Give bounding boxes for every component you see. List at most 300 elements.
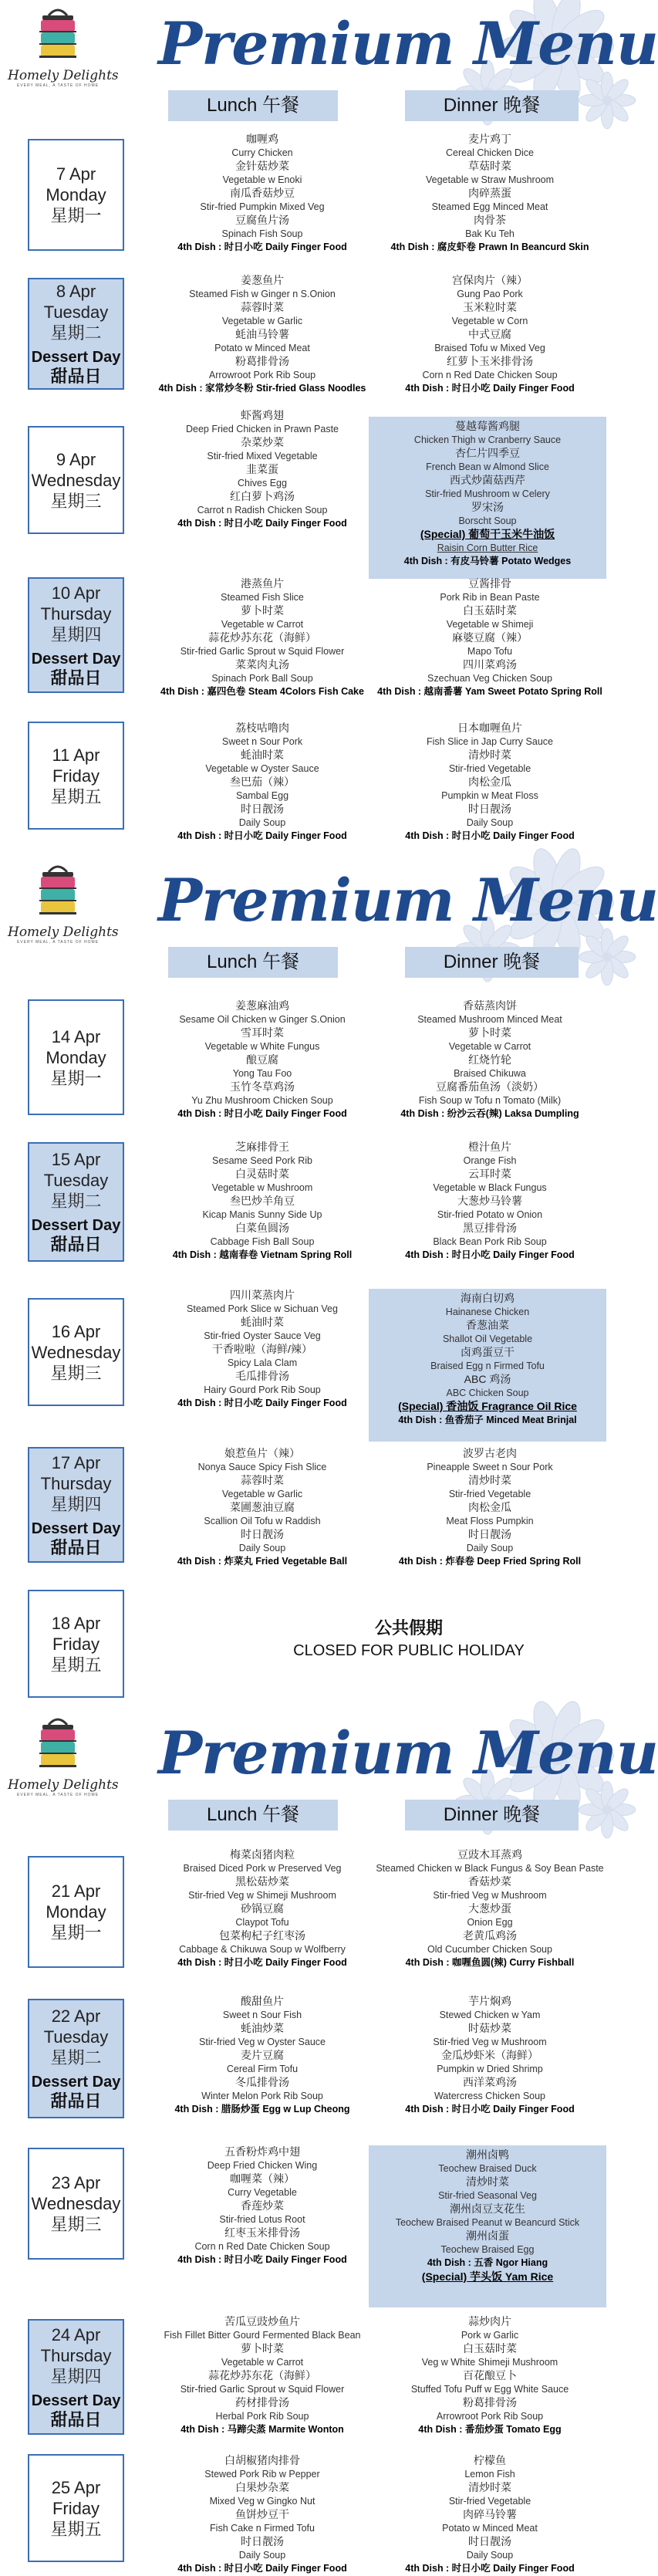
dinner-menu-line: 清炒时菜 bbox=[468, 2481, 511, 2493]
lunch-menu-line: 蒜蓉时菜 bbox=[241, 301, 284, 313]
day-date: 17 Apr bbox=[51, 1452, 101, 1472]
week-section bbox=[0, 0, 658, 849]
dinner-menu-line: 潮州卤豆支花生 bbox=[450, 2202, 525, 2215]
lunch-menu-line: Fish Cake n Firmed Tofu bbox=[210, 2522, 315, 2534]
dessert-day-badge bbox=[32, 348, 121, 387]
lunch-menu-line: 白果炒杂菜 bbox=[235, 2481, 289, 2493]
dinner-menu-line: 香菇炒菜 bbox=[468, 1875, 511, 1888]
lunch-menu-line: Spinach Pork Ball Soup bbox=[211, 672, 313, 684]
day-weekday-zh: 星期五 bbox=[50, 786, 102, 806]
day-weekday-zh: 星期一 bbox=[50, 1068, 102, 1088]
dinner-menu-line: 萝卜时菜 bbox=[468, 1026, 511, 1039]
day-weekday: Monday bbox=[46, 1902, 106, 1922]
day-weekday-zh: 星期四 bbox=[50, 624, 102, 644]
dinner-menu-line: Stir-fried Veg w Mushroom bbox=[433, 1889, 547, 1901]
lunch-menu-line: 4th Dish : 时日小吃 Daily Finger Food bbox=[177, 2254, 347, 2265]
lunch-column-header: Lunch 午餐 bbox=[168, 947, 338, 978]
day-weekday-zh: 星期三 bbox=[50, 2215, 102, 2234]
lunch-menu-line: Spinach Fish Soup bbox=[221, 228, 303, 239]
day-label-box bbox=[28, 2319, 124, 2435]
dinner-menu-line: 香菇蒸肉饼 bbox=[463, 999, 517, 1012]
lunch-menu-line: 时日靓汤 bbox=[241, 1528, 284, 1540]
dinner-menu-line: 肉碎蒸蛋 bbox=[468, 187, 511, 199]
dessert-day-badge bbox=[32, 1520, 121, 1558]
dinner-menu-line: 4th Dish : 咖喱鱼圆(辣) Curry Fishball bbox=[405, 1957, 575, 1968]
day-weekday: Thursday bbox=[40, 1473, 112, 1493]
dessert-day-badge bbox=[32, 650, 121, 688]
dinner-menu-line: 大葱炒马铃薯 bbox=[457, 1195, 522, 1207]
dinner-menu-line: 大葱炒蛋 bbox=[468, 1902, 511, 1915]
dinner-menu-line: 西式炒菌菇西芹 bbox=[450, 474, 525, 486]
lunch-column-header: Lunch 午餐 bbox=[168, 90, 338, 121]
lunch-menu-line: 包菜枸杞子红枣汤 bbox=[219, 1929, 305, 1942]
dinner-menu-line: Stir-fried Mushroom w Celery bbox=[425, 488, 550, 499]
lunch-menu-line: 雪耳时菜 bbox=[241, 1026, 284, 1039]
lunch-menu-line: Sesame Seed Pork Rib bbox=[212, 1154, 312, 1166]
dinner-menu-line: Stuffed Tofu Puff w Egg White Sauce bbox=[410, 2383, 569, 2395]
dinner-menu-line: Mapo Tofu bbox=[467, 645, 513, 657]
lunch-menu-line: Curry Chicken bbox=[231, 147, 293, 158]
dessert-day-en: Dessert Day bbox=[31, 349, 121, 366]
dinner-menu-line: Teochew Braised Duck bbox=[438, 2162, 537, 2174]
dinner-menu-line: 四川菜鸡汤 bbox=[463, 658, 517, 671]
dinner-menu-line: Daily Soup bbox=[466, 1542, 514, 1553]
dinner-menu bbox=[369, 417, 606, 579]
dinner-menu-line: Stir-fried Vegetable bbox=[448, 1488, 531, 1499]
dinner-menu-line: 4th Dish : 腐皮虾卷 Prawn In Beancurd Skin bbox=[390, 242, 589, 252]
page-title: Premium Menu bbox=[158, 1719, 658, 1787]
day-date: 11 Apr bbox=[52, 745, 100, 765]
lunch-menu-line: Stir-fried Pumpkin Mixed Veg bbox=[200, 201, 325, 212]
dinner-menu-line: 海南白切鸡 bbox=[461, 1292, 515, 1304]
dinner-menu-line: Braised Chikuwa bbox=[454, 1067, 526, 1079]
lunch-menu-line: 药材排骨汤 bbox=[235, 2396, 289, 2409]
lunch-menu-line: 酸甜鱼片 bbox=[241, 1995, 284, 2007]
lunch-menu-line: Vegetable w Carrot bbox=[221, 618, 304, 630]
lunch-menu-line: Hairy Gourd Pork Rib Soup bbox=[204, 1384, 321, 1395]
dinner-menu-line: Vegetable w Corn bbox=[451, 315, 528, 326]
dinner-menu-line: Orange Fish bbox=[463, 1154, 517, 1166]
dinner-menu-line: Onion Egg bbox=[467, 1916, 513, 1928]
lunch-menu-line: 4th Dish : 时日小吃 Daily Finger Food bbox=[177, 1398, 347, 1408]
lunch-menu-line: Herbal Pork Rib Soup bbox=[215, 2410, 309, 2422]
lunch-menu-line: 4th Dish : 时日小吃 Daily Finger Food bbox=[177, 1108, 347, 1119]
dinner-menu-line: 4th Dish : 时日小吃 Daily Finger Food bbox=[405, 2104, 575, 2115]
day-label-box bbox=[28, 2148, 124, 2260]
dinner-menu-line: Stewed Chicken w Yam bbox=[439, 2009, 541, 2020]
brand-logo bbox=[8, 861, 119, 954]
dinner-menu-line: 白玉菇时菜 bbox=[463, 2342, 517, 2355]
dessert-day-en: Dessert Day bbox=[31, 1217, 121, 1234]
lunch-menu-line: Steamed Fish w Ginger n S.Onion bbox=[189, 288, 336, 299]
day-label-box bbox=[28, 278, 124, 390]
holiday-en: CLOSED FOR PUBLIC HOLIDAY bbox=[293, 1642, 525, 1659]
dinner-menu-line: 4th Dish : 有皮马铃薯 Potato Wedges bbox=[403, 556, 572, 566]
day-weekday: Friday bbox=[52, 1634, 100, 1654]
dinner-menu-line: 肉松金瓜 bbox=[468, 1501, 511, 1513]
lunch-menu-line: Sambal Egg bbox=[235, 789, 289, 801]
dinner-menu-line: 4th Dish : 鱼香茄子 Minced Meat Brinjal bbox=[398, 1414, 577, 1425]
lunch-menu-line: Deep Fried Chicken in Prawn Paste bbox=[185, 423, 339, 434]
dinner-menu-line: Veg w White Shimeji Mushroom bbox=[421, 2356, 558, 2368]
lunch-menu bbox=[147, 2454, 378, 2576]
dinner-menu-line: Steamed Mushroom Minced Meat bbox=[417, 1013, 562, 1025]
lunch-menu-line: Cabbage Fish Ball Soup bbox=[210, 1236, 315, 1247]
lunch-menu-line: 4th Dish : 马蹄尖蒸 Marmite Wonton bbox=[181, 2424, 344, 2435]
dessert-day-zh: 甜品日 bbox=[50, 668, 102, 688]
lunch-menu-line: 虾酱鸡翅 bbox=[241, 409, 284, 421]
brand-name: Homely Delights bbox=[8, 925, 119, 940]
day-date: 14 Apr bbox=[51, 1026, 101, 1046]
lunch-menu-line: Stir-fried Garlic Sprout w Squid Flower bbox=[180, 645, 345, 657]
lunch-menu bbox=[147, 1289, 378, 1411]
dinner-menu bbox=[369, 1289, 606, 1442]
menu-header bbox=[0, 1709, 658, 1848]
day-date: 16 Apr bbox=[51, 1321, 101, 1341]
menu-header bbox=[0, 857, 658, 996]
dinner-menu-line: Watercress Chicken Soup bbox=[434, 2090, 546, 2101]
dinner-menu-line: (Special) 芋头饭 Yam Rice bbox=[421, 2270, 554, 2283]
dinner-menu-line: Chicken Thigh w Cranberry Sauce bbox=[413, 434, 562, 445]
page-title: Premium Menu bbox=[158, 866, 658, 935]
lunch-menu-line: 姜葱鱼片 bbox=[241, 274, 284, 286]
lunch-menu-line: 干香啦啦（海鲜/辣） bbox=[212, 1343, 312, 1355]
dinner-menu-line: 白玉菇时菜 bbox=[463, 604, 517, 617]
public-holiday-notice bbox=[293, 1617, 525, 1662]
day-label-box bbox=[28, 1298, 124, 1406]
dessert-day-zh: 甜品日 bbox=[50, 1235, 102, 1254]
dessert-day-zh: 甜品日 bbox=[50, 2091, 102, 2111]
dinner-menu-line: 麦片鸡丁 bbox=[468, 133, 511, 145]
dinner-menu bbox=[369, 2145, 606, 2307]
dinner-menu-line: Fish Slice in Jap Curry Sauce bbox=[427, 735, 553, 747]
day-weekday: Thursday bbox=[40, 603, 112, 624]
lunch-menu-line: 萝卜时菜 bbox=[241, 604, 284, 617]
lunch-menu-line: 4th Dish : 时日小吃 Daily Finger Food bbox=[177, 2563, 347, 2574]
day-date: 15 Apr bbox=[51, 1150, 101, 1169]
lunch-menu-line: 娘惹鱼片（辣） bbox=[224, 1447, 300, 1459]
day-date: 25 Apr bbox=[51, 2477, 101, 2497]
lunch-menu-line: Carrot n Radish Chicken Soup bbox=[197, 504, 328, 516]
lunch-menu-line: Sweet n Sour Fish bbox=[222, 2009, 302, 2020]
dinner-menu-line: 日本咖喱鱼片 bbox=[457, 722, 522, 734]
lunch-menu-line: 4th Dish : 时日小吃 Daily Finger Food bbox=[177, 1957, 347, 1968]
dinner-menu-line: 粉葛排骨汤 bbox=[463, 2396, 517, 2409]
lunch-menu-line: Steamed Pork Slice w Sichuan Veg bbox=[187, 1303, 338, 1314]
dessert-day-badge bbox=[32, 2073, 121, 2111]
dinner-menu-line: 豆豉木耳蒸鸡 bbox=[457, 1848, 522, 1861]
dinner-menu-line: 老黄瓜鸡汤 bbox=[463, 1929, 517, 1942]
lunch-menu-line: 4th Dish : 炸菜丸 Fried Vegetable Ball bbox=[177, 1556, 348, 1567]
lunch-menu bbox=[147, 409, 378, 531]
dinner-column-header: Dinner 晚餐 bbox=[405, 90, 579, 121]
dinner-menu-line: Stir-fried Vegetable bbox=[448, 2495, 531, 2507]
day-label-box bbox=[28, 1999, 124, 2118]
dinner-menu-line: Vegetable w Carrot bbox=[448, 1040, 531, 1052]
lunch-menu-line: Scallion Oil Tofu w Raddish bbox=[204, 1515, 321, 1526]
lunch-menu-line: 蚝油时菜 bbox=[241, 1316, 284, 1328]
dinner-menu-line: Potato w Minced Meat bbox=[442, 2522, 538, 2534]
dinner-menu bbox=[363, 2454, 617, 2576]
lunch-menu-line: 毛瓜排骨汤 bbox=[235, 1370, 289, 1382]
dessert-day-zh: 甜品日 bbox=[50, 367, 102, 386]
lunch-menu bbox=[147, 274, 378, 396]
day-date: 9 Apr bbox=[56, 449, 96, 469]
dinner-menu-line: Steamed Chicken w Black Fungus & Soy Bean Paste bbox=[376, 1862, 604, 1874]
dinner-menu-line: 芋片焖鸡 bbox=[468, 1995, 511, 2007]
dinner-menu-line: 4th Dish : 炸春卷 Deep Fried Spring Roll bbox=[398, 1556, 582, 1567]
lunch-menu bbox=[147, 577, 378, 699]
lunch-menu bbox=[147, 722, 378, 843]
brand-logo bbox=[8, 1714, 119, 1807]
lunch-menu-line: Daily Soup bbox=[238, 1542, 286, 1553]
dinner-menu-line: 橙汁鱼片 bbox=[468, 1141, 511, 1153]
lunch-menu-line: Sweet n Sour Pork bbox=[221, 735, 303, 747]
dinner-menu bbox=[363, 577, 617, 699]
dinner-menu-line: ABC 鸡汤 bbox=[464, 1373, 511, 1385]
dinner-menu-line: 4th Dish : 时日小吃 Daily Finger Food bbox=[405, 830, 575, 841]
dinner-menu-line: 时日靓汤 bbox=[468, 803, 511, 815]
dinner-menu-line: Daily Soup bbox=[466, 2549, 514, 2561]
tiffin-carrier-icon bbox=[35, 5, 81, 63]
dinner-menu bbox=[363, 274, 617, 396]
day-date: 24 Apr bbox=[51, 2324, 101, 2344]
day-date: 18 Apr bbox=[51, 1613, 101, 1633]
day-label-box bbox=[28, 1590, 124, 1698]
lunch-menu-line: Stewed Pork Rib w Pepper bbox=[204, 2468, 320, 2480]
day-weekday: Wednesday bbox=[31, 1342, 121, 1362]
dinner-menu-line: Teochew Braised Peanut w Beancurd Stick bbox=[395, 2216, 580, 2228]
dinner-column-header: Dinner 晚餐 bbox=[405, 1800, 579, 1831]
lunch-menu-line: Claypot Tofu bbox=[235, 1916, 289, 1928]
lunch-menu-line: Curry Vegetable bbox=[228, 2186, 297, 2198]
day-weekday: Friday bbox=[52, 766, 100, 786]
lunch-menu-line: 蒜花炒苏东花（海鲜） bbox=[208, 631, 316, 644]
lunch-menu-line: 4th Dish : 嘉四色卷 Steam 4Colors Fish Cake bbox=[160, 686, 364, 697]
lunch-menu-line: Winter Melon Pork Rib Soup bbox=[201, 2090, 323, 2101]
dinner-menu-line: 4th Dish : 时日小吃 Daily Finger Food bbox=[405, 1249, 575, 1260]
day-label-box bbox=[28, 1142, 124, 1262]
lunch-menu-line: 蚝油炒菜 bbox=[241, 2022, 284, 2034]
lunch-column-header: Lunch 午餐 bbox=[168, 1800, 338, 1831]
lunch-menu-line: 蒜蓉时菜 bbox=[241, 1474, 284, 1486]
lunch-menu-line: 玉竹冬草鸡汤 bbox=[230, 1080, 295, 1093]
dessert-day-badge bbox=[32, 2392, 121, 2430]
lunch-menu-line: 蚝油时菜 bbox=[241, 749, 284, 761]
lunch-menu-line: Stir-fried Veg w Oyster Sauce bbox=[199, 2036, 326, 2047]
dinner-menu-line: (Special) 香油饭 Fragrance Oil Rice bbox=[398, 1400, 577, 1412]
lunch-menu-line: Daily Soup bbox=[238, 2549, 286, 2561]
day-label-box bbox=[28, 1447, 124, 1563]
dinner-menu-line: Pineapple Sweet n Sour Pork bbox=[427, 1461, 553, 1472]
dinner-menu-line: 肉骨茶 bbox=[474, 214, 506, 226]
day-weekday: Tuesday bbox=[43, 303, 109, 322]
dinner-menu-line: Gung Pao Pork bbox=[457, 288, 523, 299]
tiffin-carrier-icon bbox=[35, 1714, 81, 1772]
dinner-menu-line: 波罗古老肉 bbox=[463, 1447, 517, 1459]
menu-header bbox=[0, 0, 658, 139]
lunch-menu-line: Vegetable w White Fungus bbox=[204, 1040, 320, 1052]
lunch-menu-line: Yong Tau Foo bbox=[232, 1067, 292, 1079]
dinner-menu-line: ABC Chicken Soup bbox=[446, 1387, 529, 1398]
dinner-menu-line: 肉碎马铃薯 bbox=[463, 2508, 517, 2520]
day-weekday-zh: 星期一 bbox=[50, 206, 102, 225]
dinner-menu-line: Daily Soup bbox=[466, 816, 514, 828]
dinner-menu-line: 杏仁片四季豆 bbox=[455, 447, 520, 459]
dinner-menu-line: 4th Dish : 时日小吃 Daily Finger Food bbox=[405, 2563, 575, 2574]
day-weekday: Wednesday bbox=[31, 2194, 121, 2213]
dessert-day-en: Dessert Day bbox=[31, 2392, 121, 2409]
dinner-menu bbox=[363, 999, 617, 1121]
day-weekday-zh: 星期三 bbox=[50, 1363, 102, 1383]
lunch-menu-line: Corn n Red Date Chicken Soup bbox=[194, 2240, 330, 2252]
day-weekday-zh: 星期一 bbox=[50, 1923, 102, 1942]
day-label-box bbox=[28, 1856, 124, 1968]
dinner-menu-line: Fish Soup w Tofu n Tomato (Milk) bbox=[418, 1094, 562, 1106]
lunch-menu-line: 鱼饼炒豆干 bbox=[235, 2508, 289, 2520]
day-weekday: Tuesday bbox=[43, 1171, 109, 1190]
dinner-menu bbox=[363, 722, 617, 843]
dinner-menu-line: 4th Dish : 纷沙云吞(辣) Laksa Dumpling bbox=[400, 1108, 579, 1119]
lunch-menu-line: 梅菜卤猪肉粒 bbox=[230, 1848, 295, 1861]
brand-logo bbox=[8, 5, 119, 97]
holiday-zh: 公共假期 bbox=[374, 1618, 443, 1638]
dinner-menu-line: Lemon Fish bbox=[464, 2468, 515, 2480]
lunch-menu-line: 萝卜时菜 bbox=[241, 2342, 284, 2355]
lunch-menu-line: Sesame Oil Chicken w Ginger S.Onion bbox=[179, 1013, 346, 1025]
dessert-day-badge bbox=[32, 1216, 121, 1255]
lunch-menu-line: 豆腐鱼片汤 bbox=[235, 214, 289, 226]
dinner-menu bbox=[363, 1995, 617, 2117]
dinner-menu-line: 清炒时菜 bbox=[466, 2175, 509, 2188]
dinner-menu-line: Raisin Corn Butter Rice bbox=[437, 542, 538, 553]
lunch-menu-line: Steamed Fish Slice bbox=[221, 591, 304, 603]
dinner-menu-line: 4th Dish : 时日小吃 Daily Finger Food bbox=[405, 383, 575, 394]
lunch-menu-line: Cereal Firm Tofu bbox=[226, 2063, 299, 2074]
lunch-menu-line: Chives Egg bbox=[238, 477, 287, 488]
lunch-menu-line: Vegetable w Mushroom bbox=[211, 1182, 313, 1193]
lunch-menu-line: 金针菇炒菜 bbox=[235, 160, 289, 172]
dinner-menu-line: 肉松金瓜 bbox=[468, 776, 511, 788]
dinner-menu-line: Steamed Egg Minced Meat bbox=[431, 201, 548, 212]
dinner-menu-line: 宫保肉片（辣） bbox=[452, 274, 528, 286]
dinner-menu-line: Pumpkin w Meat Floss bbox=[441, 789, 538, 801]
dinner-menu bbox=[363, 133, 617, 255]
day-weekday-zh: 星期五 bbox=[50, 2519, 102, 2539]
dinner-menu-line: 清炒时菜 bbox=[468, 1474, 511, 1486]
lunch-menu bbox=[147, 2145, 378, 2267]
dinner-menu-line: 豆酱排骨 bbox=[468, 577, 511, 590]
dinner-menu-line: 黑豆排骨汤 bbox=[463, 1222, 517, 1234]
lunch-menu-line: Stir-fried Garlic Sprout w Squid Flower bbox=[180, 2383, 345, 2395]
day-weekday-zh: 星期二 bbox=[50, 323, 102, 343]
lunch-menu bbox=[147, 133, 378, 255]
lunch-menu bbox=[147, 1995, 378, 2117]
dinner-menu-line: 蒜炒肉片 bbox=[468, 2315, 511, 2328]
dinner-menu-line: 玉米粒时菜 bbox=[463, 301, 517, 313]
lunch-menu bbox=[147, 999, 378, 1121]
day-weekday: Tuesday bbox=[43, 2027, 109, 2047]
day-label-box bbox=[28, 2454, 124, 2562]
lunch-menu-line: Vegetable w Oyster Sauce bbox=[205, 762, 319, 774]
lunch-menu-line: 时日靓汤 bbox=[241, 803, 284, 815]
lunch-menu-line: 韭菜蛋 bbox=[246, 463, 278, 475]
dinner-menu-line: 红烧竹轮 bbox=[468, 1053, 511, 1066]
day-date: 23 Apr bbox=[51, 2173, 101, 2192]
day-weekday-zh: 星期四 bbox=[50, 1494, 102, 1514]
lunch-menu-line: Stir-fried Oyster Sauce Veg bbox=[204, 1330, 321, 1341]
lunch-menu-line: Deep Fried Chicken Wing bbox=[207, 2159, 318, 2171]
dinner-menu-line: Arrowroot Pork Rib Soup bbox=[436, 2410, 544, 2422]
lunch-menu-line: 白菜鱼圆汤 bbox=[235, 1222, 289, 1234]
day-date: 22 Apr bbox=[51, 2006, 101, 2026]
dinner-menu-line: Vegetable w Straw Mushroom bbox=[425, 174, 555, 185]
lunch-menu-line: 红枣玉米排骨汤 bbox=[224, 2226, 300, 2239]
dinner-menu bbox=[363, 1447, 617, 1569]
day-date: 21 Apr bbox=[51, 1881, 101, 1901]
lunch-menu-line: Yu Zhu Mushroom Chicken Soup bbox=[191, 1094, 333, 1106]
lunch-menu-line: 4th Dish : 腊肠炒蛋 Egg w Lup Cheong bbox=[174, 2104, 350, 2115]
dinner-menu bbox=[363, 1848, 617, 1970]
day-weekday-zh: 星期五 bbox=[50, 1655, 102, 1675]
lunch-menu-line: Spicy Lala Clam bbox=[227, 1357, 298, 1368]
brand-tagline: EVERY MEAL, A TASTE OF HOME bbox=[16, 1793, 100, 1797]
dinner-menu-line: 罗宋汤 bbox=[471, 501, 504, 513]
lunch-menu-line: Fish Fillet Bitter Gourd Fermented Black Bean bbox=[164, 2329, 361, 2341]
dinner-column-header: Dinner 晚餐 bbox=[405, 947, 579, 978]
lunch-menu-line: Stir-fried Lotus Root bbox=[219, 2213, 305, 2225]
brand-name: Homely Delights bbox=[8, 68, 119, 83]
dinner-menu-line: Stir-fried Veg w Mushroom bbox=[433, 2036, 547, 2047]
day-weekday: Friday bbox=[52, 2498, 100, 2518]
lunch-menu-line: 菜菜肉丸汤 bbox=[235, 658, 289, 671]
dinner-menu-line: 云耳时菜 bbox=[468, 1168, 511, 1180]
page-title: Premium Menu bbox=[158, 9, 658, 78]
dinner-menu-line: Braised Egg n Firmed Tofu bbox=[430, 1360, 545, 1371]
day-weekday-zh: 星期二 bbox=[50, 1192, 102, 1211]
brand-tagline: EVERY MEAL, A TASTE OF HOME bbox=[16, 83, 100, 88]
lunch-menu-line: 港蒸鱼片 bbox=[241, 577, 284, 590]
dinner-menu-line: 金瓜炒虾米（海鲜） bbox=[441, 2049, 538, 2061]
dinner-menu-line: 4th Dish : 五香 Ngor Hiang bbox=[427, 2257, 548, 2268]
brand-tagline: EVERY MEAL, A TASTE OF HOME bbox=[16, 940, 100, 945]
lunch-menu bbox=[147, 1141, 378, 1263]
lunch-menu-line: 白灵菇时菜 bbox=[235, 1168, 289, 1180]
dinner-menu-line: Pumpkin w Dried Shrimp bbox=[437, 2063, 543, 2074]
lunch-menu-line: 咖喱菜（辣） bbox=[230, 2172, 295, 2185]
lunch-menu-line: Potato w Minced Meat bbox=[214, 342, 310, 353]
dinner-menu-line: 豆腐番茄鱼汤（淡奶） bbox=[436, 1080, 544, 1093]
lunch-menu-line: 麦片豆腐 bbox=[241, 2049, 284, 2061]
lunch-menu-line: 白胡椒猪肉排骨 bbox=[224, 2454, 300, 2466]
dinner-menu-line: 蔓越莓酱鸡腿 bbox=[455, 420, 520, 432]
dinner-menu-line: Stir-fried Potato w Onion bbox=[437, 1209, 543, 1220]
lunch-menu bbox=[147, 2315, 378, 2437]
day-weekday: Thursday bbox=[40, 2345, 112, 2365]
dinner-menu-line: Vegetable w Shimeji bbox=[446, 618, 534, 630]
lunch-menu-line: Braised Diced Pork w Preserved Veg bbox=[183, 1862, 342, 1874]
brand-name: Homely Delights bbox=[8, 1777, 119, 1793]
lunch-menu-line: 香莲炒菜 bbox=[241, 2199, 284, 2212]
lunch-menu-line: 姜葱麻油鸡 bbox=[235, 999, 289, 1012]
lunch-menu-line: 蒜花炒苏东花（海鲜） bbox=[208, 2369, 316, 2382]
lunch-menu-line: Nonya Sauce Spicy Fish Slice bbox=[197, 1461, 327, 1472]
dinner-menu-line: Pork w Garlic bbox=[461, 2329, 519, 2341]
dinner-menu-line: Corn n Red Date Chicken Soup bbox=[422, 369, 558, 380]
lunch-menu-line: 4th Dish : 家常炒冬粉 Stir-fried Glass Noodles bbox=[158, 383, 366, 394]
lunch-menu-line: 4th Dish : 时日小吃 Daily Finger Food bbox=[177, 242, 347, 252]
lunch-menu-line: 南瓜香菇炒豆 bbox=[230, 187, 295, 199]
